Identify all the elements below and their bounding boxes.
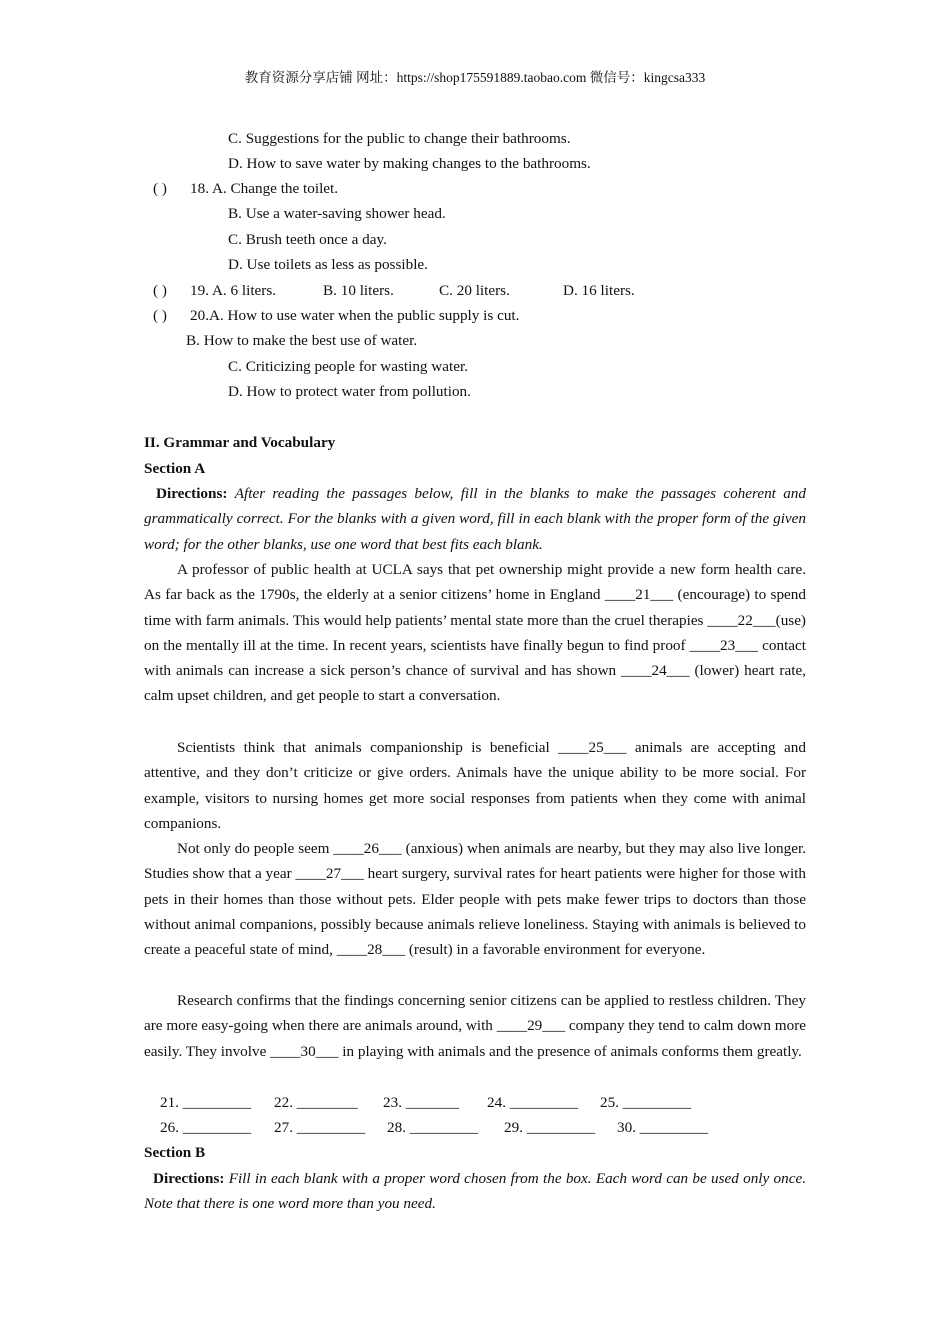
section-a-heading: Section A: [144, 460, 206, 477]
q20-option-b: B. How to make the best use of water.: [186, 332, 418, 349]
answer-blank-21[interactable]: 21. _________: [160, 1094, 252, 1111]
q20-option-a: 20.A. How to use water when the public supply is cut.: [190, 307, 520, 324]
q20-answer-paren[interactable]: ( ): [153, 307, 167, 324]
q18-option-a: 18. A. Change the toilet.: [190, 180, 339, 197]
answer-blank-23[interactable]: 23. _______: [383, 1094, 459, 1111]
passage-paragraph-2: [144, 735, 806, 836]
directions-b-text: Fill in each blank with a proper word chosen from the box. Each word can be used only once. Note that there is one word more than you need.: [144, 1170, 806, 1213]
q19-option-c: C. 20 liters.: [439, 282, 510, 299]
q20-option-c: C. Criticizing people for wasting water.: [228, 358, 468, 375]
answer-blank-27[interactable]: 27. _________: [274, 1119, 366, 1136]
q18-answer-paren[interactable]: ( ): [153, 180, 167, 197]
passage-paragraph-1: [144, 557, 806, 709]
answer-blank-30[interactable]: 30. _________: [617, 1119, 709, 1136]
paragraph-3-text: Not only do people seem ____26___ (anxious) when animals are nearby, but they may also live longer. Studies show that a year ____27___ heart surgery, survival rates for heart patients were higher for those with pets in their homes than those without pets. Elder people with pets make fewer trips to doctors than those without animal companions, possibly because animals relieve loneliness. Staying with animals is believed to create a peaceful state of mind, ____28___ (result) in a favorable environment for everyone.: [144, 840, 806, 959]
answer-blank-28[interactable]: 28. _________: [387, 1119, 479, 1136]
answer-blank-29[interactable]: 29. _________: [504, 1119, 596, 1136]
answer-blank-24[interactable]: 24. _________: [487, 1094, 579, 1111]
q17-option-d: D. How to save water by making changes to the bathrooms.: [228, 155, 591, 172]
directions-b-label: Directions:: [153, 1170, 225, 1187]
section-title: II. Grammar and Vocabulary: [144, 434, 336, 451]
directions-a-text: After reading the passages below, fill in the blanks to make the passages coherent and grammatically correct. For the blanks with a given word, fill in each blank with the proper form of the given word; for the other blanks, use one word that best fits each blank.: [144, 485, 806, 553]
answer-blank-22[interactable]: 22. ________: [274, 1094, 358, 1111]
directions-a-label: Directions:: [156, 485, 228, 502]
q19-option-d: D. 16 liters.: [563, 282, 635, 299]
directions-a: [144, 481, 806, 557]
paragraph-2-text: Scientists think that animals companionship is beneficial ____25___ animals are accepting and attentive, and they don’t criticize or give orders. Animals have the unique ability to be more social. For example, visitors to nursing homes get more social responses from patients when they come with animal companions.: [144, 739, 806, 832]
q20-option-d: D. How to protect water from pollution.: [228, 383, 471, 400]
q18-option-c: C. Brush teeth once a day.: [228, 231, 387, 248]
answer-blank-26[interactable]: 26. _________: [160, 1119, 252, 1136]
directions-b: [144, 1166, 806, 1217]
q17-option-c: C. Suggestions for the public to change their bathrooms.: [228, 130, 571, 147]
section-b-heading: Section B: [144, 1144, 206, 1161]
passage-paragraph-3: [144, 836, 806, 962]
q19-option-a: 19. A. 6 liters.: [190, 282, 277, 299]
q18-option-d: D. Use toilets as less as possible.: [228, 256, 428, 273]
page-header: 教育资源分享店铺 网址：https://shop175591889.taobao.com 微信号：kingcsa333: [244, 70, 706, 85]
q19-answer-paren[interactable]: ( ): [153, 282, 167, 299]
paragraph-1-text: A professor of public health at UCLA says that pet ownership might provide a new form health care. As far back as the 1790s, the elderly at a senior citizens’ home in England ____21___ (encourage) to spend time with farm animals. This would help patients’ mental state more than the cruel therapies ____22___(use) on the mentally ill at the time. In recent years, scientists have finally begun to find proof ____23___ contact with animals can increase a sick person’s chance of survival and has shown ____24___ (lower) heart rate, calm upset children, and get people to start a conversation.: [144, 561, 806, 705]
q19-option-b: B. 10 liters.: [323, 282, 394, 299]
answer-blank-25[interactable]: 25. _________: [600, 1094, 692, 1111]
paragraph-4-text: Research confirms that the findings concerning senior citizens can be applied to restless children. They are more easy-going when there are animals around, with ____29___ company they tend to calm down more easily. They involve ____30___ in playing with animals and the presence of animals conforms them greatly.: [144, 992, 806, 1060]
q18-option-b: B. Use a water-saving shower head.: [228, 205, 446, 222]
passage-paragraph-4: [144, 988, 806, 1064]
